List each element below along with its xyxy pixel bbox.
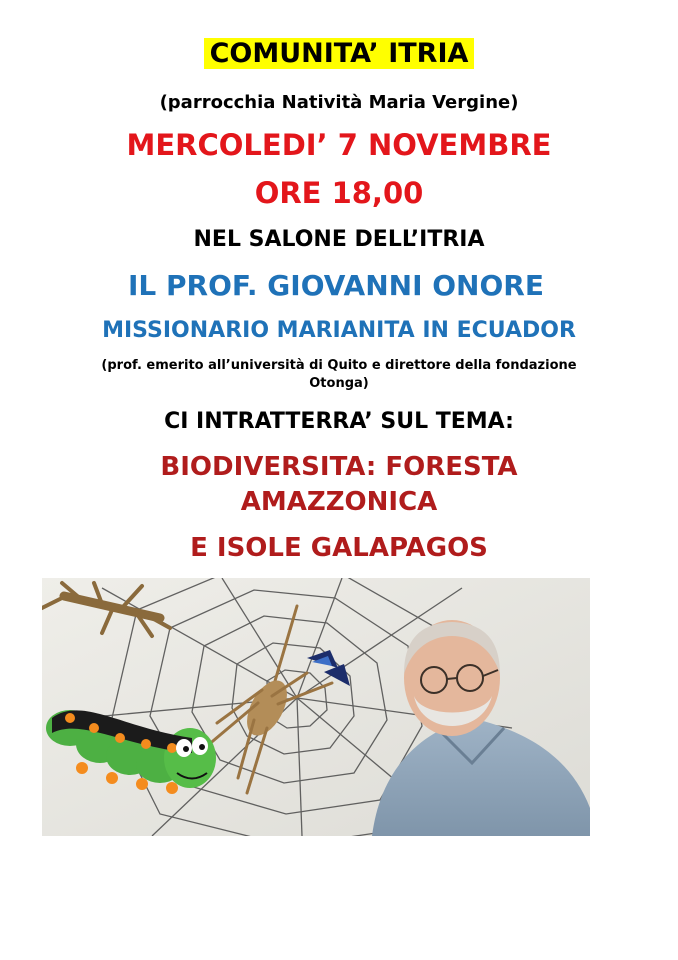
photo-illustration xyxy=(42,578,590,836)
event-date: MERCOLEDI’ 7 NOVEMBRE xyxy=(126,128,552,162)
topic-line1: BIODIVERSITA: FORESTA xyxy=(160,452,518,482)
speaker-role: MISSIONARIO MARIANITA IN ECUADOR xyxy=(102,318,576,343)
parish-subtitle: (parrocchia Natività Maria Vergine) xyxy=(159,92,519,113)
community-title-highlight: COMUNITA’ ITRIA xyxy=(204,38,475,69)
topic-line2: AMAZZONICA xyxy=(240,487,438,517)
speaker-note-line1: (prof. emerito all’università di Quito e direttore della fondazione xyxy=(101,358,577,373)
topic-intro: CI INTRATTERRA’ SUL TEMA: xyxy=(164,409,514,434)
topic-line3: E ISOLE GALAPAGOS xyxy=(190,533,488,563)
speaker-name: IL PROF. GIOVANNI ONORE xyxy=(128,269,544,302)
event-time: ORE 18,00 xyxy=(254,176,424,210)
community-title xyxy=(0,38,678,69)
event-location: NEL SALONE DELL’ITRIA xyxy=(193,227,485,252)
speaker-note-line2: Otonga) xyxy=(309,376,369,391)
speaker-photo xyxy=(42,578,590,836)
